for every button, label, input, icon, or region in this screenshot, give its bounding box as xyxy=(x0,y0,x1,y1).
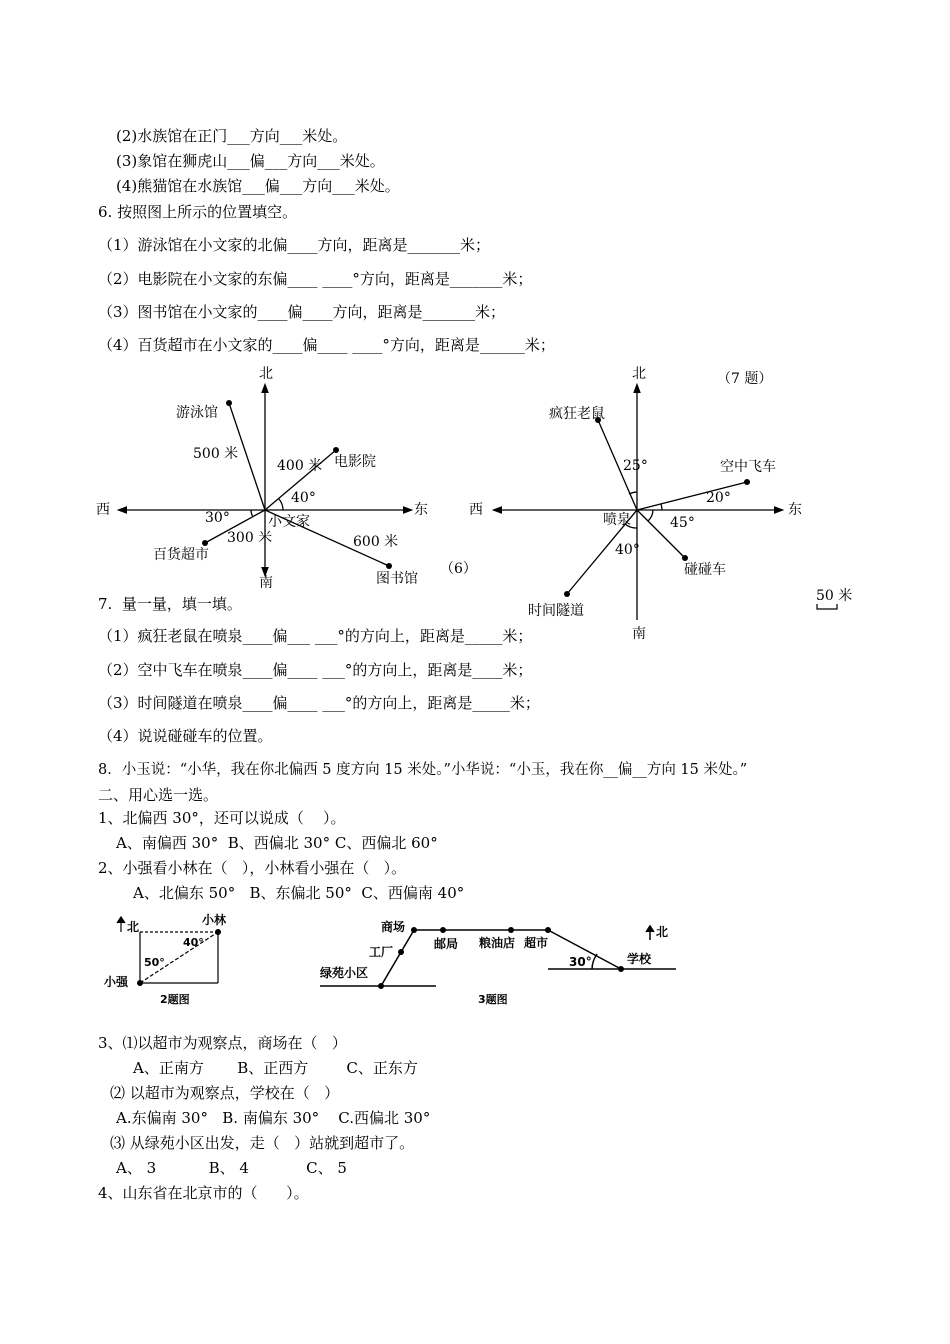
q7-item-4: （4）说说碰碰车的位置。 xyxy=(98,727,273,745)
fig7-scale-label: 50 米 xyxy=(816,588,853,604)
s2-q3-3: ⑶ 从绿苑小区出发，走（ ）站就到超市了。 xyxy=(110,1134,415,1152)
fig7-tunnel-label: 时间隧道 xyxy=(528,603,584,619)
q6-item-2: （2）电影院在小文家的东偏____ ____°方向，距离是_______米； xyxy=(98,270,533,288)
s2-q2: 2、小强看小林在（ ），小林看小强在（ ）。 xyxy=(98,859,407,877)
section-2-title: 二、用心选一选。 xyxy=(98,786,219,804)
fig7-caption: （7 题） xyxy=(717,371,773,387)
fig2-angle-bottom: 50° xyxy=(144,956,165,969)
q6-item-1: （1）游泳馆在小文家的北偏____方向，距离是_______米； xyxy=(98,236,491,254)
fig7-tunnel-angle: 40° xyxy=(615,542,640,558)
q7-item-2: （2）空中飞车在喷泉____偏____ ___°的方向上，距离是____米； xyxy=(98,661,533,679)
fig3-angle-label: 30° xyxy=(569,955,592,969)
fig3-north-label: 北 xyxy=(656,925,669,939)
fig6-cinema-label: 电影院 xyxy=(334,454,376,470)
fig6-store-angle: 30° xyxy=(205,510,230,526)
q5-line-3: (3)象馆在狮虎山___偏___方向___米处。 xyxy=(116,152,385,170)
fig6-store-dist: 300 米 xyxy=(227,530,273,546)
fig6-library-label: 图书馆 xyxy=(376,571,418,587)
fig7-east-label: 东 xyxy=(788,502,802,518)
fig6-library-dist: 600 米 xyxy=(353,534,399,550)
fig6-north-label: 北 xyxy=(259,366,273,382)
fig6-west-label: 西 xyxy=(96,502,110,518)
fig2-north-label: 北 xyxy=(127,920,140,934)
q5-line-4: (4)熊猫馆在水族馆___偏___方向___米处。 xyxy=(116,177,400,195)
s2-q3-2-options: A.东偏南 30° B. 南偏东 30° C.西偏北 30° xyxy=(116,1109,431,1127)
fig3-market-label: 超市 xyxy=(524,936,549,950)
fig7-bumper-angle: 45° xyxy=(670,515,695,531)
s2-q3-1-options: A、正南方 B、正西方 C、正东方 xyxy=(133,1059,418,1077)
fig6-east-label: 东 xyxy=(414,502,428,518)
fig6-center-label: 小文家 xyxy=(268,514,310,530)
s2-q3-3-options: A、 3 B、 4 C、 5 xyxy=(116,1159,347,1177)
s2-q3-1: 3、⑴以超市为观察点，商场在（ ） xyxy=(98,1034,347,1052)
q8: 8．小玉说：“小华，我在你北偏西 5 度方向 15 米处。”小华说：“小玉，我在你__偏__方向 15 米处。” xyxy=(98,762,748,778)
fig3-grain-label: 粮油店 xyxy=(479,936,516,950)
fig7-west-label: 西 xyxy=(469,502,483,518)
fig2-lin-label: 小林 xyxy=(202,913,227,927)
fig3-post-label: 邮局 xyxy=(434,937,459,951)
fig2-caption: 2题图 xyxy=(160,993,190,1006)
fig6-caption: （6） xyxy=(440,561,477,577)
s2-q3-2: ⑵ 以超市为观察点，学校在（ ） xyxy=(110,1084,340,1102)
fig7-flying-angle: 20° xyxy=(706,490,731,506)
fig7-bumper-label: 碰碰车 xyxy=(684,562,726,578)
fig6-south-label: 南 xyxy=(259,575,273,591)
fig3-school-label: 学校 xyxy=(627,952,652,966)
q7-item-1: （1）疯狂老鼠在喷泉____偏___ ___°的方向上，距离是_____米； xyxy=(98,627,533,645)
q7-item-3: （3）时间隧道在喷泉____偏____ ___°的方向上，距离是_____米； xyxy=(98,694,540,712)
s2-q1: 1、北偏西 30°，还可以说成（ ）。 xyxy=(98,809,346,827)
fig3-caption: 3题图 xyxy=(478,993,508,1006)
fig3-residence-label: 绿苑小区 xyxy=(320,966,369,980)
fig6-pool-label: 游泳馆 xyxy=(176,405,218,421)
fig6-store-label: 百货超市 xyxy=(153,547,209,563)
s2-q4: 4、山东省在北京市的（ ）。 xyxy=(98,1184,309,1202)
fig6-pool-dist: 500 米 xyxy=(193,446,239,462)
q7-title: 7. 量一量，填一填。 xyxy=(98,595,242,613)
q6-title: 6. 按照图上所示的位置填空。 xyxy=(98,203,298,221)
fig3-mall-label: 商场 xyxy=(381,920,406,934)
q6-item-4: （4）百货超市在小文家的____偏____ ____°方向，距离是______米； xyxy=(98,336,555,354)
fig7-south-label: 南 xyxy=(632,626,646,642)
fig2-angle-top: 40° xyxy=(183,936,204,949)
fig6-cinema-angle: 40° xyxy=(291,490,316,506)
s2-q1-options: A、南偏西 30° B、西偏北 30° C、西偏北 60° xyxy=(116,834,438,852)
fig7-center-label: 喷泉 xyxy=(603,512,631,528)
fig3-factory-label: 工厂 xyxy=(369,945,394,959)
q5-line-2: (2)水族馆在正门___方向___米处。 xyxy=(116,127,348,145)
fig7-flying-label: 空中飞车 xyxy=(720,459,776,475)
q6-item-3: （3）图书馆在小文家的____偏____方向，距离是_______米； xyxy=(98,303,506,321)
fig7-mouse-label: 疯狂老鼠 xyxy=(549,406,605,422)
fig7-mouse-angle: 25° xyxy=(623,458,648,474)
fig6-cinema-dist: 400 米 xyxy=(277,458,323,474)
fig2-qiang-label: 小强 xyxy=(104,975,129,989)
fig7-north-label: 北 xyxy=(632,366,646,382)
s2-q2-options: A、北偏东 50° B、东偏北 50° C、西偏南 40° xyxy=(133,884,465,902)
